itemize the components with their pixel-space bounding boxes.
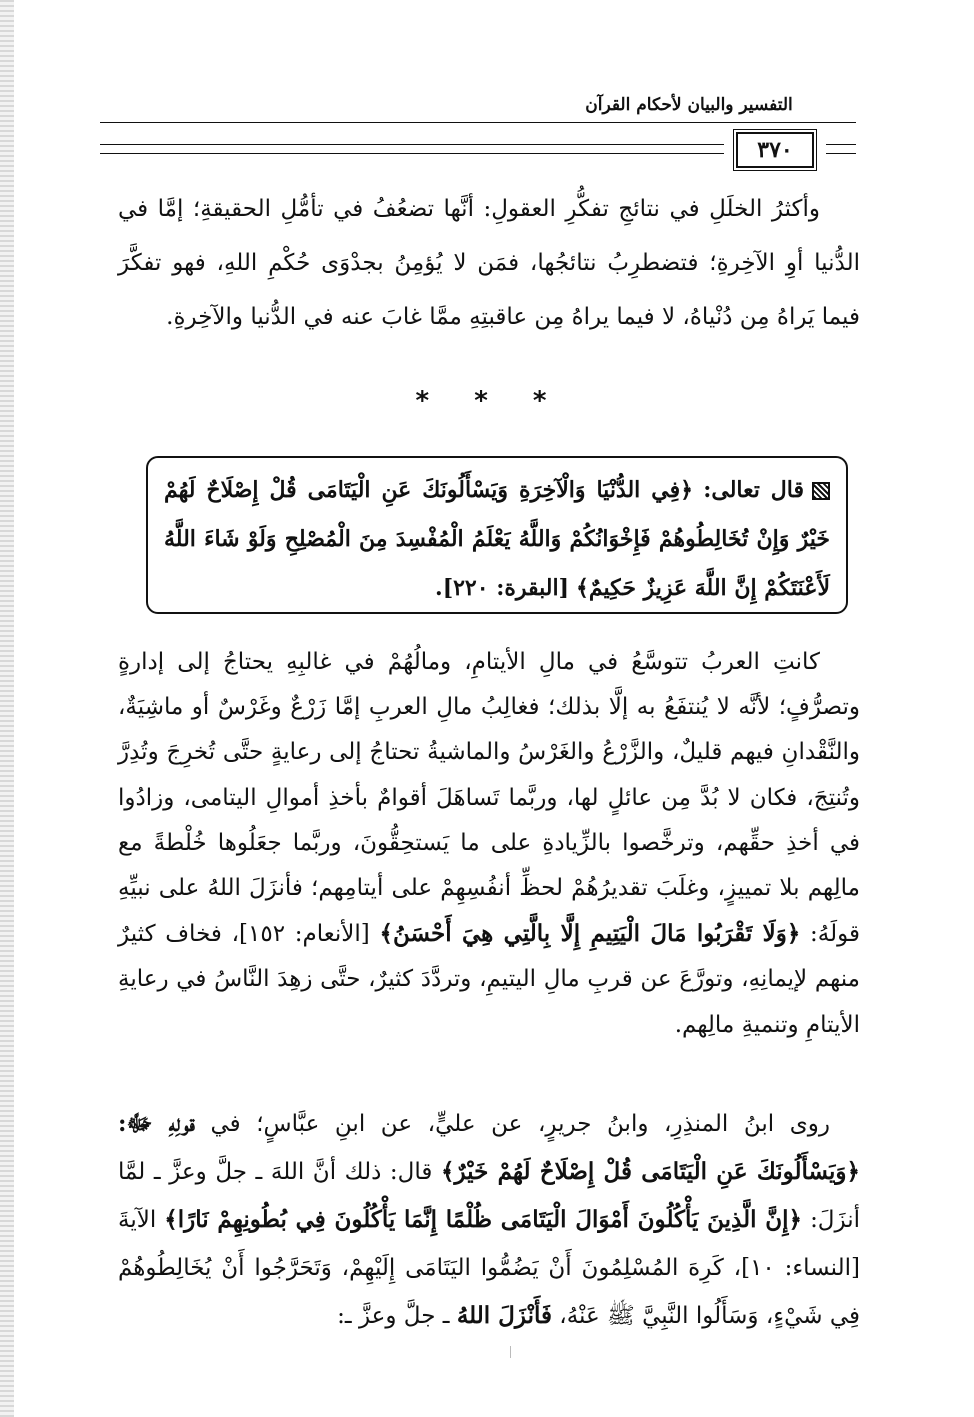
header-rule bbox=[100, 122, 856, 123]
quran-quote: ﴿وَيَسْأَلُونَكَ عَنِ الْيَتَامَى قُلْ إِصْلَاحٌ لَهُمْ خَيْرٌ﴾ bbox=[440, 1158, 861, 1185]
paragraph-text: الآيةَ [النساء: ١٠]، كَرِهَ المُسْلِمُونَ أَنْ يَضُمُّوا اليَتَامَى إِلَيْهِمْ، وَتَحَرَّجُوا أَنْ يُخَالِطُوهُمْ فِي شَيْءٍ، وَسَأَلُوا النَّبِيَّ ﷺ عَنْهُ، bbox=[118, 1207, 860, 1329]
bold-phrase: فَأَنْزَلَ اللهُ bbox=[456, 1302, 552, 1329]
quran-quote: ﴿إِنَّ الَّذِينَ يَأْكُلُونَ أَمْوَالَ الْيَتَامَى ظُلْمًا إِنَّمَا يَأْكُلُونَ فِي بُطُونِهِمْ نَارًا﴾ bbox=[164, 1206, 803, 1233]
header-double-line-short bbox=[826, 144, 856, 154]
bold-phrase: قولِهِ ﷻ: bbox=[118, 1110, 195, 1137]
page-number: ٣٧٠ bbox=[736, 132, 814, 168]
section-separator: * * * bbox=[415, 386, 565, 416]
verse-reference: [البقرة: ٢٢٠]. bbox=[435, 575, 569, 601]
verse-marker-icon bbox=[812, 482, 830, 500]
verse-lead: قال تعالى: bbox=[703, 477, 805, 503]
verse-text: ﴿فِي الدُّنْيَا وَالْآخِرَةِ وَيَسْأَلُونَكَ عَنِ الْيَتَامَى قُلْ إِصْلَاحٌ لَهُمْ خَيْرٌ وَإِنْ تُخَالِطُوهُمْ فَإِخْوَانُكُمْ وَاللَّهُ يَعْلَمُ الْمُفْسِدَ مِنَ الْمُصْلِحِ وَلَوْ شَاءَ اللَّهُ لَأَعْنَتَكُمْ إِنَّ اللَّهَ عَزِيزٌ حَكِيمٌ﴾ bbox=[164, 477, 830, 601]
paragraph-narration bbox=[118, 1100, 860, 1340]
paragraph-text: [الأنعام: ١٥٢]، فخاف كثيرٌ منهم لإيمانِهِ، وتورَّعَ عن قربِ مالِ اليتيمِ، وتردَّدَ كثيرٌ، حتَّى زهِدَ النَّاسُ في رعايةِ الأيتامِ وتنميةِ مالِهم. bbox=[118, 921, 860, 1038]
scan-gutter-edge bbox=[0, 0, 14, 1417]
paragraph-text: ـ جلَّ وعزَّ ـ: bbox=[337, 1303, 450, 1329]
book-title: التفسير والبيان لأحكام القرآن bbox=[585, 95, 793, 115]
quran-verse-box bbox=[146, 456, 848, 614]
scan-mark bbox=[510, 1346, 517, 1358]
paragraph-text: قال: ذلك أنَّ اللهَ ـ جلَّ وعزَّ ـ لمَّا أنزَلَ: bbox=[118, 1159, 861, 1233]
quran-quote: ﴿وَلَا تَقْرَبُوا مَالَ الْيَتِيمِ إِلَّا بِالَّتِي هِيَ أَحْسَنُ﴾ bbox=[379, 920, 801, 948]
paragraph-reasoning: وأكثرُ الخلَلِ في نتائجِ تفكُّرِ العقولِ: أنَّها تضعُفُ في تأمُّلِ الحقيقةِ؛ إمَّا في الدُّنيا أوِ الآخِرةِ؛ فتضطرِبُ نتائجُها، فمَن لا يُؤمِنُ بجدْوَى حُكْمِ اللهِ، فهو تفكَّرَ فيما يَراهُ مِن دُنْياهُ، لا فيما يراهُ مِن عاقبتِهِ ممَّا غابَ عنه في الدُّنيا والآخِرةِ. bbox=[118, 196, 860, 330]
paragraph-text: روى ابنُ المنذِرِ، وابنُ جريرٍ، عن عليٍّ، عن ابنِ عبَّاسٍ؛ في bbox=[210, 1111, 830, 1137]
paragraph-text: كانتِ العربُ تتوسَّعُ في مالِ الأيتامِ، ومالُهُمْ في غالبِهِ يحتاجُ إلى إدارةٍ وتصرُّفٍ؛ لأنَّه لا يُنتفَعُ به إلَّا بذلك؛ فغالِبُ مالِ العربِ إمَّا زَرْعٌ وغَرْسٌ أو ماشِيَةٌ، والنَّقْدانِ فيهم قليلٌ، والزَّرْعُ والغَرْسُ والماشيةُ تحتاجُ إلى رعايةٍ حتَّى تُخرِجَ وتُدِرَّ وتُنتِجَ، فكان لا بُدَّ مِن عائلٍ لها، وربَّما تَساهَلَ أقوامٌ بأخذِ أموالِ اليتامى، وزادُوا في أخذِ حقِّهم، وترخَّصوا بالزِّيادةِ على ما يَستحِقُّونَ، وربَّما جعَلُوها خُلْطةً مع مالِهم بلا تمييزٍ، وغلَبَ تقديرُهُمْ لحظِّ أنفُسِهِمْ على أيتامِهم؛ فأنزَلَ اللهُ على نبيِّهِ قولَهُ: bbox=[118, 649, 861, 948]
header-double-line bbox=[100, 144, 724, 154]
paragraph-orphans-wealth bbox=[118, 640, 860, 1048]
page-header bbox=[100, 92, 856, 162]
